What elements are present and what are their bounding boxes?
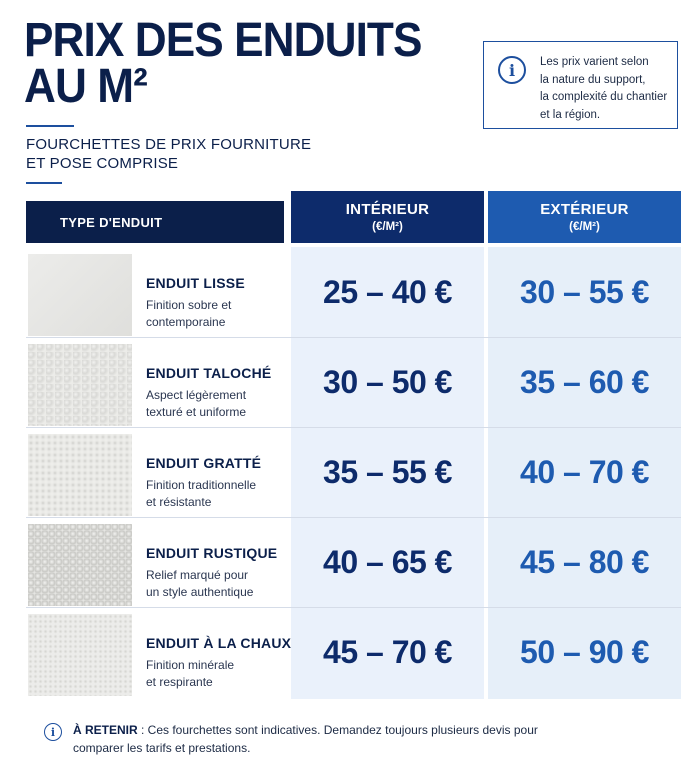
texture-swatch-rustique: [28, 524, 132, 606]
texture-swatch-chaux: [28, 614, 132, 696]
price-exterieur: 30 – 55 €: [520, 274, 649, 310]
subtitle-line-2: ET POSE COMPRISE: [26, 155, 179, 172]
header-exterieur-label: EXTÉRIEUR: [540, 200, 629, 218]
price-exterieur: 40 – 70 €: [520, 454, 649, 490]
row-description: [146, 477, 306, 511]
row-description-line: texturé et uniforme: [146, 405, 247, 419]
page-title-line-2: AU M²: [24, 60, 147, 113]
row-description-line: Aspect légèrement: [146, 388, 247, 402]
footer-note: [44, 721, 564, 757]
header-exterieur: [488, 191, 681, 243]
row-description-line: Finition traditionnelle: [146, 478, 257, 492]
row-name: ENDUIT RUSTIQUE: [146, 545, 278, 561]
subtitle-line-1: FOURCHETTES DE PRIX FOURNITURE: [26, 136, 312, 153]
footer-bold-label: À RETENIR: [73, 723, 138, 737]
row-description: [146, 657, 306, 691]
header-exterieur-unit: (€/M²): [569, 220, 600, 233]
price-interieur: 30 – 50 €: [323, 364, 452, 400]
row-label: [146, 364, 306, 421]
row-description-line: et résistante: [146, 495, 212, 509]
header-interieur-unit: (€/M²): [372, 220, 403, 233]
note-line: la nature du support,: [540, 73, 646, 86]
row-description-line: et respirante: [146, 675, 213, 689]
title-divider: [26, 125, 74, 127]
table-row: [26, 518, 681, 607]
info-icon: i: [44, 723, 62, 741]
row-description: [146, 387, 306, 421]
row-name: ENDUIT GRATTÉ: [146, 455, 262, 471]
note-line: la complexité du chantier: [540, 91, 668, 103]
table-row: [26, 428, 681, 517]
row-name: ENDUIT LISSE: [146, 275, 245, 291]
info-icon: i: [498, 56, 526, 84]
page-title-line-1: PRIX DES ENDUITS: [24, 14, 422, 67]
row-name: ENDUIT À LA CHAUX: [146, 635, 292, 651]
table-row: [26, 248, 681, 337]
price-note-box: [483, 41, 678, 129]
header-interieur: [291, 191, 484, 243]
row-description-line: Finition minérale: [146, 658, 235, 672]
price-exterieur: 45 – 80 €: [520, 544, 649, 580]
texture-swatch-gratte: [28, 434, 132, 516]
table-row: [26, 338, 681, 427]
header-interieur-label: INTÉRIEUR: [345, 200, 430, 218]
table-row: [26, 608, 681, 697]
row-label: [146, 274, 306, 331]
subtitle-divider: [26, 182, 62, 184]
footer-body: : Ces fourchettes sont indicatives. Demandez toujours plusieurs devis pour comparer les tarifs et prestations.: [73, 723, 538, 755]
row-name: ENDUIT TALOCHÉ: [146, 365, 272, 381]
note-text: [540, 54, 669, 124]
price-interieur: 45 – 70 €: [323, 634, 452, 670]
row-description-line: Finition sobre et: [146, 298, 232, 312]
footer-text: [44, 721, 564, 757]
note-line: et la région.: [540, 108, 601, 121]
texture-swatch-lisse: [28, 254, 132, 336]
row-description: [146, 567, 306, 601]
header-type-enduit: TYPE D'ENDUIT: [26, 201, 284, 243]
page-title: [24, 14, 429, 113]
price-exterieur: 50 – 90 €: [520, 634, 649, 670]
row-description-line: Relief marqué pour: [146, 568, 249, 582]
row-label: [146, 454, 306, 511]
page-subtitle: [26, 135, 326, 173]
row-description-line: contemporaine: [146, 315, 226, 329]
note-line: Les prix varient selon: [540, 56, 649, 68]
price-interieur: 40 – 65 €: [323, 544, 452, 580]
row-label: [146, 544, 306, 601]
row-description: [146, 297, 306, 331]
price-interieur: 25 – 40 €: [323, 274, 452, 310]
texture-swatch-taloche: [28, 344, 132, 426]
price-exterieur: 35 – 60 €: [520, 364, 649, 400]
row-description-line: un style authentique: [146, 585, 254, 599]
price-interieur: 35 – 55 €: [323, 454, 452, 490]
row-label: [146, 634, 306, 691]
